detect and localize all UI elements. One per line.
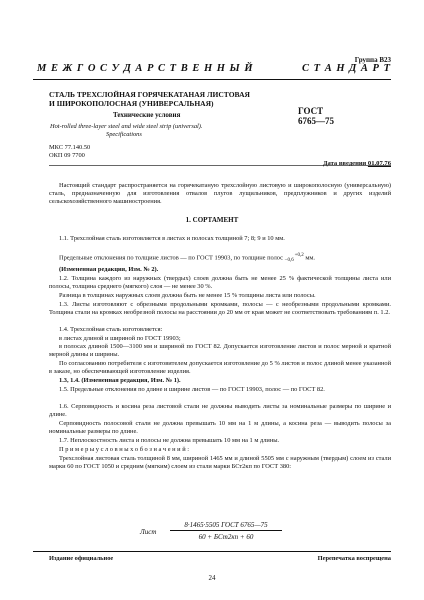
- okp-code: ОКП 09 7700: [49, 152, 85, 159]
- document-title-en: [50, 123, 270, 139]
- title-line-1: СТАЛЬ ТРЕХСЛОЙНАЯ ГОРЯЧЕКАТАНАЯ ЛИСТОВАЯ: [49, 90, 250, 99]
- date-value: 01.07.76: [367, 160, 391, 167]
- section-1-title: 1. СОРТАМЕНТ: [185, 216, 239, 224]
- formula-numerator: 8·1465·5505 ГОСТ 6765—75: [184, 521, 268, 529]
- para-1-4: 1.4. Трехслойная сталь изготовляется:: [59, 326, 163, 333]
- tolerance-minus: −0,6: [284, 258, 294, 263]
- formula-label: Лист: [140, 528, 157, 536]
- intro-paragraph: Настоящий стандарт распространяется на горячекатаную трехслойную листовую и широкополосную (универсальную) сталь, предназначенную для изготовления отвалов плугов лущильников, предплужников и других изделий сельскохозяйственного машиностроения.: [49, 182, 391, 206]
- standard-heading-left: М Е Ж Г О С У Д А Р С Т В Е Н Н Ы Й: [37, 63, 254, 74]
- examples-title: П р и м е р ы у с л о в н ы х о б о з н а ч е н и й :: [59, 446, 189, 453]
- para-1-3: 1.3. Листы изготовляют с обрезными продольными кромками, полосы — с необрезными продольными кромками. Толщина стали на кромках необрезной полосы на расстоянии до 20 мм от края может не соответствовать требованиям п. 1.2.: [49, 301, 391, 317]
- gost-label: ГОСТ: [298, 106, 324, 116]
- para-1-6b: Серповидность полосовой стали не должна превышать 10 мм на 1 м длины, а косина реза — выводить полосы за номинальные размеры по длине.: [49, 420, 391, 436]
- footer-reprint-prohibited: Перепечатка воспрещена: [317, 555, 391, 562]
- page-number: 24: [208, 574, 216, 582]
- tolerance-values: [285, 253, 304, 263]
- para-1-1: 1.1. Трехслойная сталь изготовляется в листах и полосах толщиной 7; 8; 9 и 10 мм.: [59, 235, 285, 242]
- gost-designation: [298, 106, 334, 126]
- formula-fraction-bar: [170, 530, 282, 531]
- change-note-2: (Измененная редакция, Изм. № 2).: [59, 266, 159, 273]
- change-note-1: 1.3, 1.4. (Измененная редакция, Изм. № 1).: [59, 377, 181, 384]
- document-subtitle-ru: Технические условия: [113, 111, 181, 119]
- footer-official-edition: Издание официальное: [49, 555, 114, 562]
- date-label: Дата введения: [322, 160, 367, 167]
- para-1-4c: По согласованию потребителя с изготовителем допускается изготовление до 5 % листов и полос длиной менее указанной в заказе, но обеспечивающей изготовление изделия.: [49, 360, 391, 376]
- title-line-2: И ШИРОКОПОЛОСНАЯ (УНИВЕРСАЛЬНАЯ): [49, 99, 214, 108]
- mks-code: МКС 77.140.50: [49, 144, 91, 151]
- para-1-7: 1.7. Неплоскостность листа и полосы не должна превышать 10 мм на 1 м длины.: [59, 437, 280, 444]
- gost-number: 6765—75: [298, 116, 334, 126]
- para-tolerance: [49, 253, 391, 263]
- tolerance-plus: +0,2: [294, 253, 304, 258]
- tolerance-unit: мм.: [305, 254, 315, 262]
- standard-heading-right: С Т А Н Д А Р Т: [302, 63, 391, 74]
- classification-codes: [49, 144, 90, 160]
- para-1-4b: в полосах длиной 1500—3100 мм и шириной по ГОСТ 82. Допускается изготовление листов и полос мерной и кратной мерной длины и ширины.: [49, 343, 391, 359]
- para-1-2: 1.2. Толщина каждого из наружных (твердых) слоев должна быть не менее 25 % фактической толщины листа или полосы, толщина среднего (мягкого) слоя — не менее 30 %.: [49, 275, 391, 291]
- introduction-date: [323, 160, 391, 167]
- para-1-2b: Разница в толщинах наружных слоев должна быть не менее 15 % толщины листа или полосы.: [59, 292, 316, 299]
- footer-rule: [33, 551, 391, 552]
- para-1-4a: в листах длиной и шириной по ГОСТ 19903;: [59, 335, 181, 342]
- para-1-6: 1.6. Серповидность и косина реза листовой стали не должны выводить листы за номинальные размеры по ширине и длине.: [49, 403, 391, 419]
- heading-rule: [33, 79, 391, 80]
- tolerance-text: Предельные отклонения по толщине листов — по ГОСТ 19903, по толщине полос: [59, 254, 284, 262]
- example-text: Трехслойная листовая сталь толщиной 8 мм, шириной 1465 мм и длиной 5505 мм с наружным (твердым) слоем из стали марки 60 по ГОСТ 1050 и средним (мягким) слоем из стали марки БСт2кп по ГОСТ 380:: [49, 455, 391, 471]
- standard-heading: [37, 63, 391, 74]
- para-1-5: 1.5. Предельные отклонения по длине и ширине листов — по ГОСТ 19903, полос — по ГОСТ 82.: [59, 386, 325, 393]
- formula-denominator: 60 + БСт2кп + 60: [198, 533, 254, 541]
- title-en-line-2: Specifications: [106, 131, 142, 138]
- title-en-line-1: Hot-rolled three-layer steel and wide steel strip (universal).: [50, 123, 203, 130]
- group-code: Группа В23: [354, 56, 391, 64]
- document-title-ru: [49, 90, 299, 108]
